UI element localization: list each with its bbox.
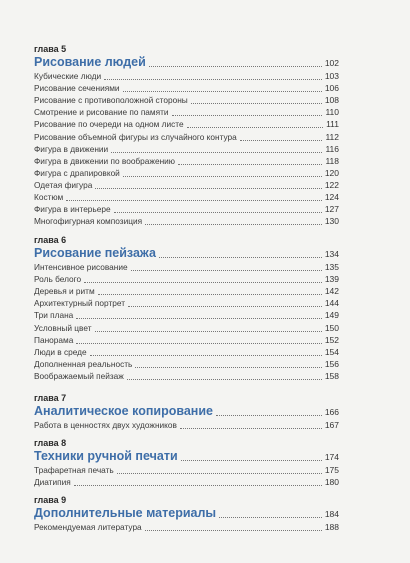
dot-leader — [216, 414, 322, 416]
dot-leader — [145, 223, 322, 225]
toc-entry — [34, 358, 339, 370]
entry-title: Рисование с противоположной стороны — [34, 95, 188, 106]
toc-entry — [34, 464, 339, 476]
dot-leader — [240, 139, 323, 141]
page-number: 134 — [324, 249, 339, 259]
chapter-label: глава 6 — [34, 235, 67, 245]
dot-leader — [123, 175, 322, 177]
page-number: 188 — [324, 522, 339, 533]
toc-entry — [34, 309, 339, 321]
dot-leader — [191, 102, 322, 104]
entry-title: Диатипия — [34, 477, 71, 488]
chapter-title-row — [34, 246, 339, 261]
toc-entry — [34, 297, 339, 309]
dot-leader — [66, 199, 322, 201]
dot-leader — [135, 366, 321, 368]
chapter-5 — [34, 44, 339, 227]
page-number: 135 — [324, 262, 339, 273]
dot-leader — [127, 378, 322, 380]
entry-title: Трафаретная печать — [34, 465, 114, 476]
toc-entry — [34, 106, 339, 118]
dot-leader — [219, 516, 322, 518]
entry-title: Рисование сечениями — [34, 83, 120, 94]
page-number: 174 — [324, 452, 339, 462]
entry-title: Роль белого — [34, 274, 82, 285]
page-number: 127 — [324, 204, 339, 215]
page-number: 139 — [324, 274, 339, 285]
chapter-label: глава 8 — [34, 438, 67, 448]
page-number: 184 — [324, 509, 339, 519]
page-number: 112 — [325, 131, 339, 142]
page-number: 106 — [324, 83, 339, 94]
dot-leader — [111, 151, 322, 153]
page-number: 158 — [324, 370, 339, 381]
toc-entry — [34, 419, 339, 431]
entry-title: Интенсивное рисование — [34, 262, 128, 273]
toc-entry — [34, 476, 339, 488]
page-number: 116 — [325, 143, 339, 154]
page-number: 154 — [324, 346, 339, 357]
page-number: 122 — [324, 179, 339, 190]
toc-entry — [34, 118, 339, 130]
toc-entry — [34, 179, 339, 191]
entry-title: Условный цвет — [34, 322, 92, 333]
toc-entry — [34, 285, 339, 297]
entry-title: Деревья и ритм — [34, 286, 95, 297]
chapter-title-row — [34, 404, 339, 419]
chapter-title: Рисование людей — [34, 55, 146, 69]
dot-leader — [84, 281, 322, 283]
dot-leader — [145, 529, 322, 531]
entry-title: Дополненная реальность — [34, 358, 133, 369]
chapter-title-row — [34, 449, 339, 464]
chapter-9 — [34, 495, 339, 533]
entry-title: Рисование объемной фигуры из случайного контура — [34, 131, 237, 142]
page-number: 175 — [324, 465, 339, 476]
chapter-title: Рисование пейзажа — [34, 246, 156, 260]
page-number: 108 — [324, 95, 339, 106]
page-number: 167 — [324, 420, 339, 431]
entry-title: Костюм — [34, 192, 64, 203]
toc-entry — [34, 321, 339, 333]
chapter-label: глава 5 — [34, 44, 67, 54]
page-number: 180 — [324, 477, 339, 488]
page-number: 118 — [325, 155, 339, 166]
toc-entry — [34, 191, 339, 203]
toc-entry — [34, 70, 339, 82]
toc-entry — [34, 261, 339, 273]
entry-title: Фигура в интерьере — [34, 204, 111, 215]
dot-leader — [95, 187, 321, 189]
dot-leader — [180, 427, 322, 429]
dot-leader — [128, 305, 322, 307]
page-number: 103 — [324, 71, 339, 82]
toc-entry — [34, 370, 339, 382]
toc-entry — [34, 143, 339, 155]
entry-title: Три плана — [34, 310, 74, 321]
dot-leader — [76, 342, 321, 344]
page-number: 142 — [324, 286, 339, 297]
chapter-6 — [34, 235, 339, 382]
dot-leader — [172, 114, 323, 116]
dot-leader — [149, 65, 322, 67]
dot-leader — [104, 78, 322, 80]
toc-entry — [34, 82, 339, 94]
entry-title: Панорама — [34, 334, 74, 345]
entry-title: Архитектурный портрет — [34, 298, 126, 309]
entry-title: Фигура в движении — [34, 143, 109, 154]
chapter-label: глава 9 — [34, 495, 67, 505]
page-number: 152 — [324, 334, 339, 345]
chapter-title: Техники ручной печати — [34, 449, 178, 463]
entry-title: Рисование по очереди на одном листе — [34, 119, 184, 130]
dot-leader — [178, 163, 322, 165]
chapter-label: глава 7 — [34, 393, 67, 403]
dot-leader — [90, 354, 322, 356]
toc-entry — [34, 167, 339, 179]
chapter-title-row — [34, 55, 339, 70]
page-number: 124 — [324, 192, 339, 203]
entry-title: Фигура с драпировкой — [34, 167, 120, 178]
entry-title: Кубические люди — [34, 71, 102, 82]
toc-entry — [34, 273, 339, 285]
entry-title: Одетая фигура — [34, 179, 93, 190]
dot-leader — [159, 256, 322, 258]
toc-entry — [34, 346, 339, 358]
dot-leader — [181, 459, 322, 461]
dot-leader — [114, 211, 322, 213]
chapter-title-row — [34, 506, 339, 521]
entry-title: Работа в ценностях двух художников — [34, 420, 177, 431]
entry-title: Многофигурная композиция — [34, 216, 143, 227]
entry-title: Фигура в движении по воображению — [34, 155, 176, 166]
chapter-title: Аналитическое копирование — [34, 404, 213, 418]
dot-leader — [76, 317, 322, 319]
entry-title: Воображаемый пейзаж — [34, 370, 124, 381]
toc-entry — [34, 334, 339, 346]
page-number: 166 — [324, 407, 339, 417]
entry-title: Люди в среде — [34, 346, 87, 357]
toc-entry — [34, 94, 339, 106]
page-number: 156 — [324, 358, 339, 369]
page-number: 102 — [324, 58, 339, 68]
toc-entry — [34, 130, 339, 142]
page-number: 149 — [324, 310, 339, 321]
page-number: 150 — [324, 322, 339, 333]
dot-leader — [95, 330, 322, 332]
page-number: 111 — [326, 119, 339, 130]
chapter-7 — [34, 393, 339, 431]
chapter-title: Дополнительные материалы — [34, 506, 217, 520]
page-number: 120 — [324, 167, 339, 178]
dot-leader — [117, 472, 322, 474]
toc-entry — [34, 521, 339, 533]
dot-leader — [98, 293, 322, 295]
dot-leader — [187, 126, 323, 128]
page-number: 144 — [324, 298, 339, 309]
dot-leader — [123, 90, 322, 92]
dot-leader — [74, 484, 322, 486]
entry-title: Рекомендуемая литература — [34, 522, 142, 533]
toc-entry — [34, 155, 339, 167]
page-number: 110 — [325, 107, 339, 118]
toc-entry — [34, 215, 339, 227]
dot-leader — [131, 269, 322, 271]
chapter-8 — [34, 438, 339, 488]
page-number: 130 — [324, 216, 339, 227]
entry-title: Смотрение и рисование по памяти — [34, 107, 169, 118]
toc-entry — [34, 203, 339, 215]
